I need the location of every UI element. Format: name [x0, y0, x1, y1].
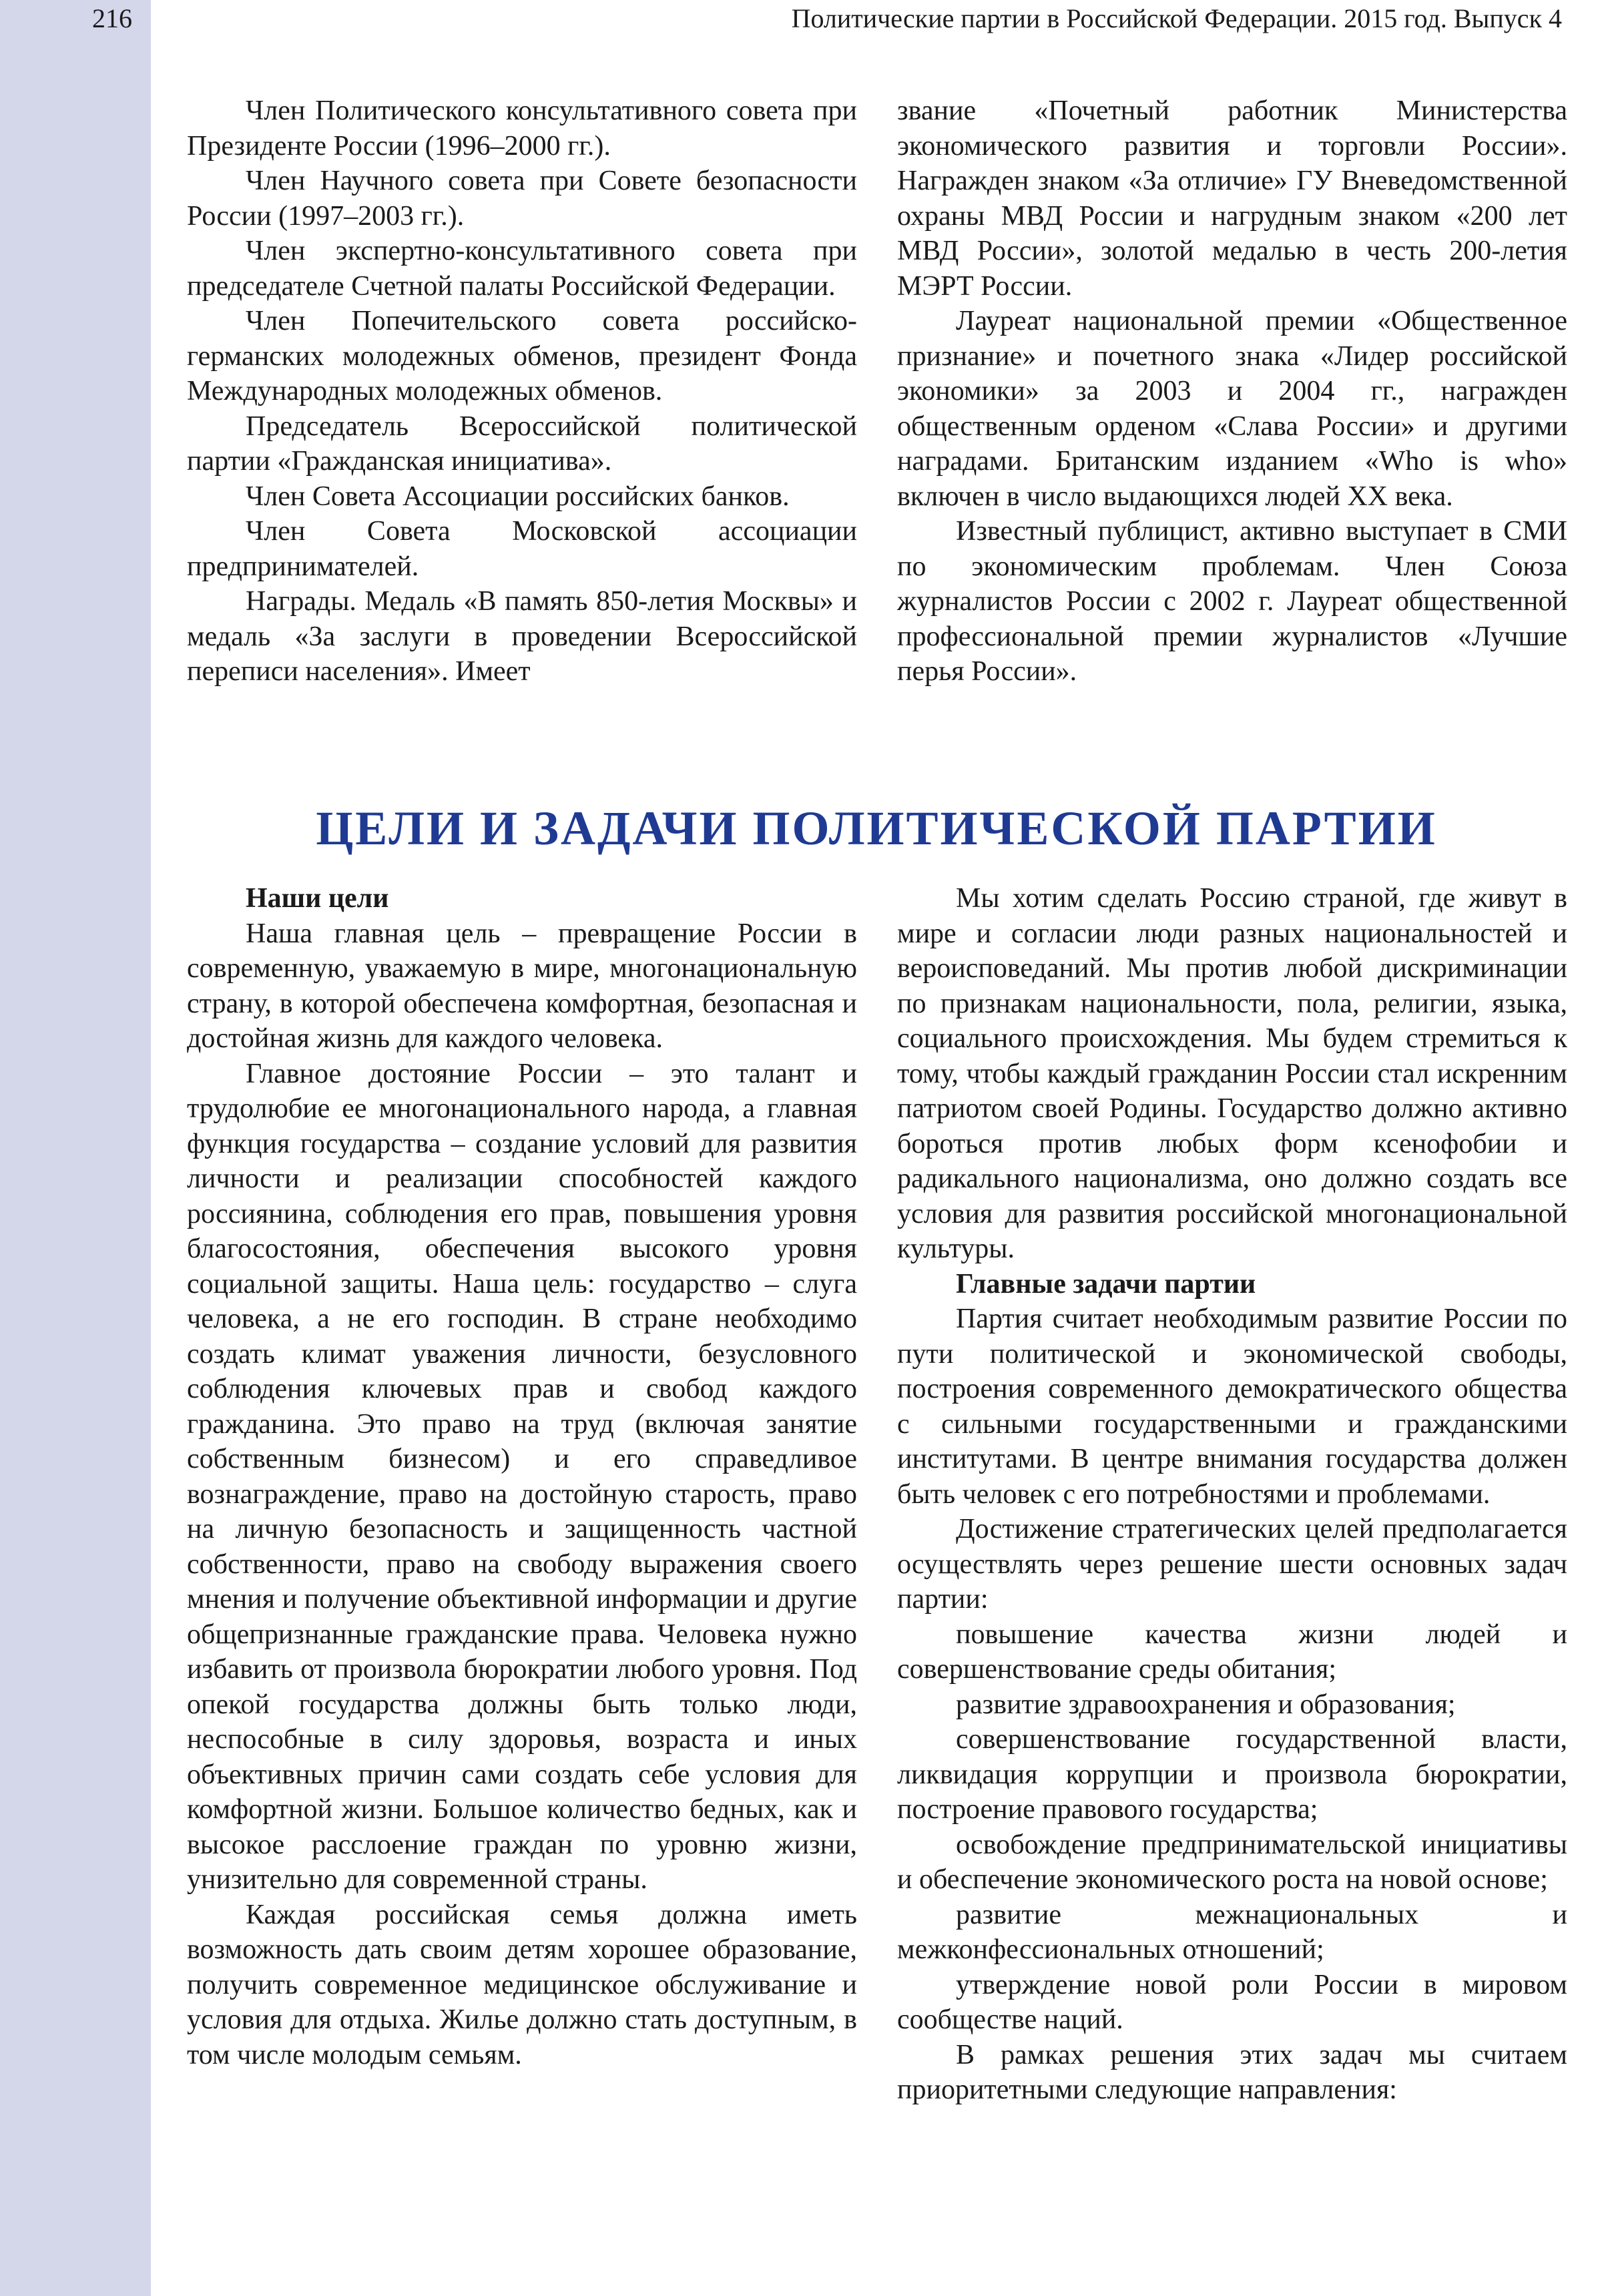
paragraph: Член Научного совета при Совете безопасности России (1997–2003 гг.). [187, 166, 857, 232]
side-band [0, 0, 151, 2296]
paragraph: Известный публицист, активно выступает в СМИ по экономическим проблемам. Член Союза журналистов России с 2002 г. Лауреат общественной профессиональной премии журналистов «Лучшие перья России». [897, 516, 1567, 687]
paragraph: Член экспертно-консультативного совета при председателе Счетной палаты Российской Федерации. [187, 236, 857, 302]
tasks-column [897, 881, 1567, 2108]
paragraph: Главное достояние России – это талант и трудолюбие ее многонационального народа, а главная функция государства – создание условий для развития личности и реализации способностей каждого россиянина, соблюдения его прав, повышения уровня благосостояния, обеспечения высокого уровня социальной защиты. Наша цель: государство – слуга человека, а не его господин. В стране необходимо создать климат уважения личности, безусловного соблюдения ключевых прав и свобод каждого гражданина. Это право на труд (включая занятие собственным бизнесом) и его справедливое вознаграждение, право на достойную старость, право на личную безопасность и защищенность частной собственности, право на свободу выражения своего мнения и получение объективной информации и другие общепризнанные гражданские права. Человека нужно избавить от произвола бюрократии любого уровня. Под опекой государства должны быть только люди, неспособные в силу здоровья, возраста и иных объективных причин сами создать себе условия для комфортной жизни. Большое количество бедных, как и высокое расслоение граждан по уровню жизни, унизительно для современной страны. [187, 1058, 857, 1895]
list-item: совершенствование государственной власти, ликвидация коррупции и произвола бюрократии, построение правового государства; [897, 1724, 1567, 1825]
running-title: Политические партии в Российской Федерации. 2015 год. Выпуск 4 [791, 3, 1562, 33]
section-title: ЦЕЛИ И ЗАДАЧИ ПОЛИТИЧЕСКОЙ ПАРТИИ [316, 802, 1437, 855]
goals-heading: Наши цели [246, 883, 389, 914]
paragraph: Мы хотим сделать Россию страной, где живут в мире и согласии люди разных национальностей и вероисповеданий. Мы против любой дискриминации по признакам национальности, пола, религии, языка, социального происхождения. Мы будем стремиться к тому, чтобы каждый гражданин России стал искренним патриотом своей Родины. Государство должно активно бороться против любых форм ксенофобии и радикального национализма, оно должно создать все условия для развития российской многонациональной культуры. [897, 883, 1567, 1264]
paragraph: Достижение стратегических целей предполагается осуществлять через решение шести основных задач партии: [897, 1514, 1567, 1615]
list-item: утверждение новой роли России в мировом сообществе наций. [897, 1969, 1567, 2035]
paragraph: Награды. Медаль «В память 850-летия Москвы» и медаль «За заслуги в проведении Всероссийской переписи населения». Имеет [187, 586, 857, 687]
paragraph: Член Совета Московской ассоциации предпринимателей. [187, 516, 857, 582]
top-left-column [187, 93, 857, 689]
paragraph: Партия считает необходимым развитие России по пути политической и экономической свободы, построения современного демократического общества с сильными государственными и гражданскими институтами. В центре внимания государства должен быть человек с его потребностями и проблемами. [897, 1304, 1567, 1510]
list-item: повышение качества жизни людей и совершенствование среды обитания; [897, 1619, 1567, 1685]
top-right-column [897, 93, 1567, 689]
list-item: развитие здравоохранения и образования; [956, 1689, 1456, 1720]
paragraph: Член Политического консультативного совета при Президенте России (1996–2000 гг.). [187, 95, 857, 162]
goals-column [187, 881, 857, 2072]
paragraph: Каждая российская семья должна иметь возможность дать своим детям хорошее образование, получить современное медицинское обслуживание и условия для отдыха. Жилье должно стать доступным, в том числе молодым семьям. [187, 1899, 857, 2070]
paragraph: Наша главная цель – превращение России в современную, уважаемую в мире, многонациональную страну, в которой обеспечена комфортная, безопасная и достойная жизнь для каждого человека. [187, 918, 857, 1054]
paragraph: звание «Почетный работник Министерства экономического развития и торговли России». Награжден знаком «За отличие» ГУ Вневедомственной охраны МВД России и нагрудным знаком «200 лет МВД России», золотой медалью в честь 200-летия МЭРТ России. [897, 95, 1567, 302]
paragraph: Лауреат национальной премии «Общественное признание» и почетного знака «Лидер российской экономики» за 2003 и 2004 гг., награжден общественным орденом «Слава России» и другими наградами. Британским изданием «Who is who» включен в число выдающихся людей XX века. [897, 306, 1567, 512]
paragraph: Член Совета Ассоциации российских банков. [246, 481, 790, 512]
list-item: освобождение предпринимательской инициативы и обеспечение экономического роста на новой основе; [897, 1829, 1567, 1895]
page-number: 216 [92, 3, 132, 33]
list-item: развитие межнациональных и межконфессиональных отношений; [897, 1899, 1567, 1965]
tasks-heading: Главные задачи партии [956, 1268, 1256, 1300]
paragraph: Председатель Всероссийской политической партии «Гражданская инициатива». [187, 410, 857, 477]
paragraph: В рамках решения этих задач мы считаем приоритетными следующие направления: [897, 2039, 1567, 2105]
paragraph: Член Попечительского совета российско-германских молодежных обменов, президент Фонда Международных молодежных обменов. [187, 306, 857, 406]
